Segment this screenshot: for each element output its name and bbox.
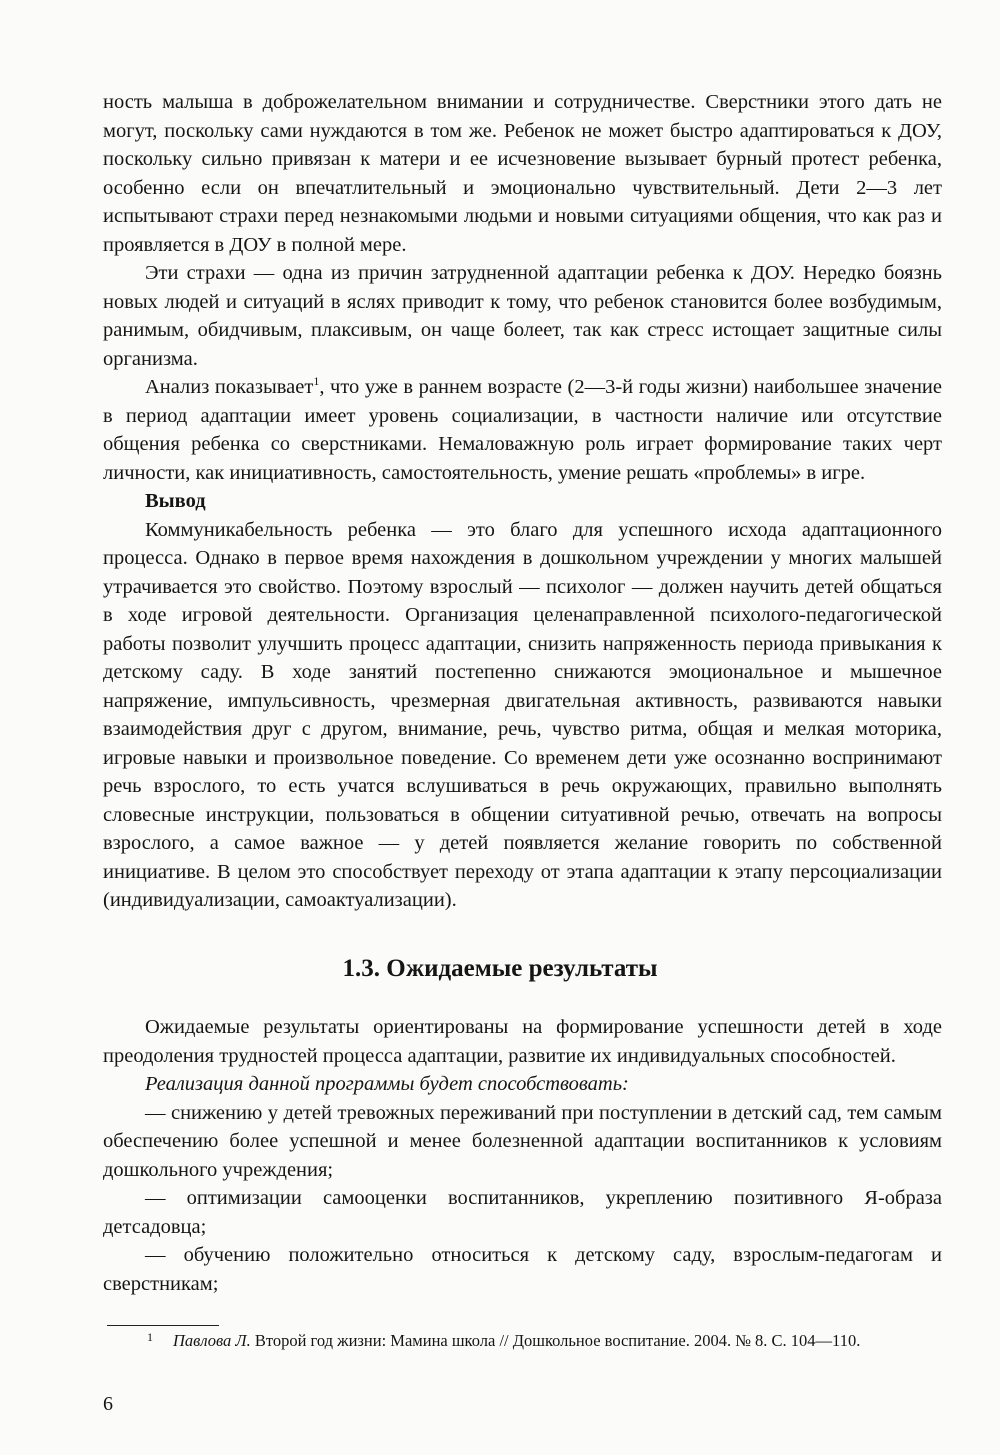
program-lead: Реализация данной программы будет способствовать: [145,1073,629,1095]
footnote-mark: 1 [147,1330,153,1344]
paragraph-analysis [103,373,942,487]
section-intro: Ожидаемые результаты ориентированы на формирование успешности детей в ходе преодоления трудностей процесса адаптации, развитие их индивидуальных способностей. [103,1016,942,1067]
footnote-reference: 1 [313,374,320,389]
analysis-lead: Анализ показывает [145,376,314,398]
section-body [103,1013,942,1298]
list-item: — обучению положительно относиться к детскому саду, взрослым-педагогам и сверстникам; [103,1244,942,1295]
list-item: — оптимизации самооценки воспитанников, укреплению позитивного Я-образа детсадовца; [103,1187,942,1238]
footnote [147,1330,950,1352]
paragraph-conclusion: Коммуникабельность ребенка — это благо для успешного исхода адаптационного процесса. Однако в первое время нахождения в дошкольном учреждении у многих малышей утрачивается это свойство. Поэтому взрослый — психолог — должен научить детей общаться в ходе игровой деятельности. Организация целенаправленной психолого-педагогической работы позволит улучшить процесс адаптации, снизить напряженность периода привыкания к детскому саду. В ходе занятий постепенно снижаются эмоциональное и мышечное напряжение, импульсивность, чрезмерная двигательная активность, развиваются навыки взаимодействия друг с другом, внимание, речь, чувство ритма, общая и мелкая моторика, игровые навыки и произвольное поведение. Со временем дети уже осознанно воспринимают речь взрослого, то есть учатся вслушиваться в речь окружающих, правильно выполнять словесные инструкции, пользоваться в общении ситуативной речью, отвечать на вопросы взрослого, а самое важное — у детей появляется желание говорить по собственной инициативе. В целом это способствует переходу от этапа адаптации к этапу персоциализации (индивидуализации, самоактуализации). [103,518,942,911]
page-number: 6 [103,1393,113,1415]
footnote-divider [107,1325,219,1326]
conclusion-heading: Вывод [145,490,206,512]
analysis-rest: , что уже в раннем возрасте (2—3-й годы жизни) наибольшее значение в период адаптации имеет уровень социализации, в частности наличие или отсутствие общения ребенка со сверстниками. Немаловажную роль играет формирование таких черт личности, как инициативность, самостоятельность, умение решать «проблемы» в игре. [103,376,942,484]
footnote-author: Павлова Л. [173,1331,251,1350]
section-title: 1.3. Ожидаемые результаты [342,955,658,982]
paragraph-fears: Эти страхи — одна из причин затрудненной адаптации ребенка к ДОУ. Нередко боязнь новых людей и ситуаций в яслях приводит к тому, что ребенок становится более возбудимым, ранимым, обидчивым, плаксивым, он чаще болеет, так как стресс истощает защитные силы организма. [103,262,942,370]
list-item: — снижению у детей тревожных переживаний при поступлении в детский сад, тем самым обеспечению более успешной и менее болезненной адаптации воспитанников к условиям дошкольного учреждения; [103,1101,942,1181]
body-text [103,88,942,915]
paragraph-continuation: ность малыша в доброжелательном внимании и сотрудничестве. Сверстники этого дать не могут, поскольку сами нуждаются в том же. Ребенок не может быстро адаптироваться к ДОУ, поскольку сильно привязан к матери и ее исчезновение вызывает бурный протест ребенка, особенно если он впечатлительный и эмоционально чувствительный. Дети 2—3 лет испытывают страхи перед незнакомыми людьми и новыми ситуациями общения, что как раз и проявляется в ДОУ в полной мере. [103,91,942,256]
footnote-text: Второй год жизни: Мамина школа // Дошкольное воспитание. 2004. № 8. С. 104—110. [250,1331,861,1350]
